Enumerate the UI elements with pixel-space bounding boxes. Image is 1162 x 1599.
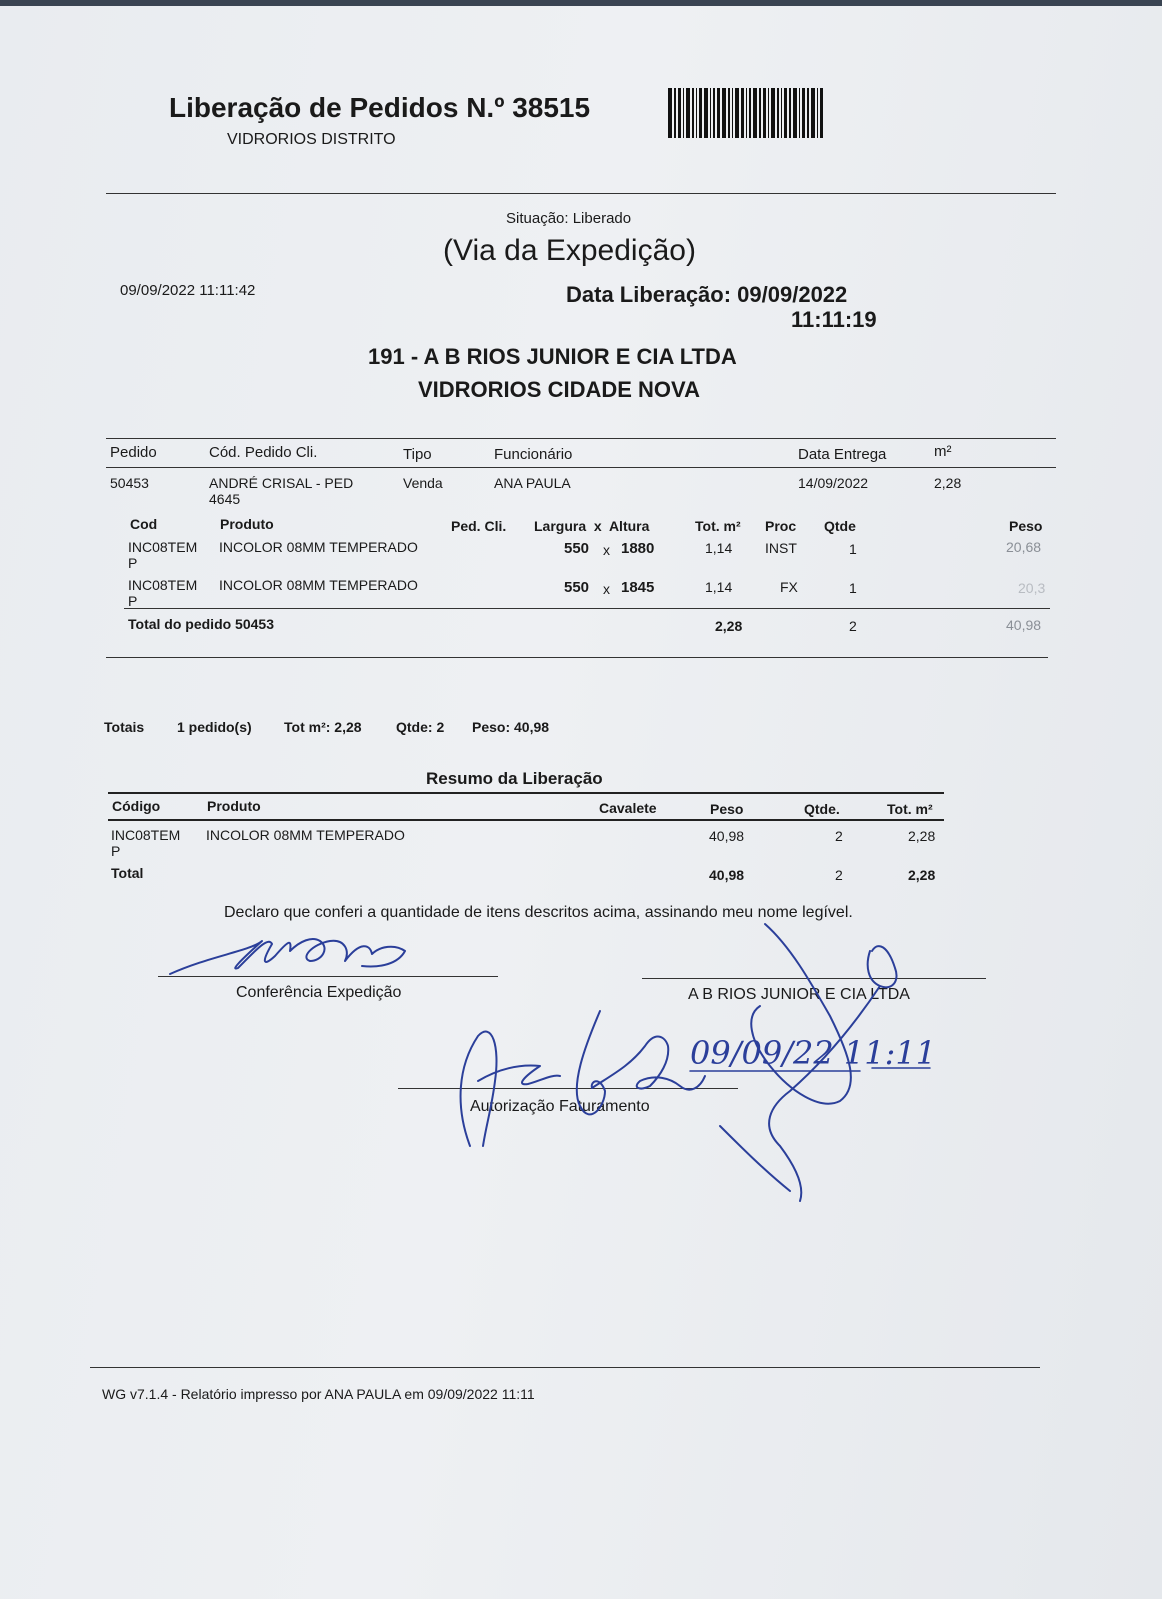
document-title: Liberação de Pedidos N.º 38515 [169, 92, 591, 123]
order-total-m2: 2,28 [715, 618, 743, 634]
item-col-peso: Peso [1009, 518, 1043, 534]
summary-col-peso: Peso [710, 801, 744, 817]
totals-weight: Peso: 40,98 [472, 719, 550, 735]
item-qty: 1 [849, 541, 857, 557]
totals-orders: 1 pedido(s) [177, 719, 252, 735]
footer-text: WG v7.1.4 - Relatório impresso por ANA PAULA em 09/09/2022 11:11 [102, 1386, 535, 1402]
item-weight: 20,68 [1006, 539, 1042, 555]
summary-total-label: Total [111, 865, 144, 881]
item-process: INST [765, 540, 797, 556]
order-total-weight: 40,98 [1006, 617, 1042, 633]
item-width: 550 [564, 540, 590, 557]
totals-label: Totais [104, 719, 145, 735]
issuer-company: VIDRORIOS DISTRITO [227, 131, 396, 148]
document-page [0, 6, 1162, 1599]
order-total-label: Total do pedido 50453 [128, 616, 274, 632]
item-code-cont: P [128, 593, 138, 609]
item-col-ped-cli: Ped. Cli. [451, 518, 507, 534]
item-col-qtde: Qtde [824, 518, 856, 534]
order-type: Venda [403, 475, 443, 491]
summary-total-m2: 2,28 [908, 867, 936, 883]
item-process: FX [780, 579, 798, 595]
divider [90, 1367, 1040, 1368]
item-code: INC08TEM [128, 539, 198, 555]
item-times: x [603, 542, 610, 558]
summary-col-tot-m2: Tot. m² [887, 801, 933, 817]
release-time: 11:11:19 [791, 307, 877, 332]
item-times: x [603, 581, 610, 597]
item-height: 1880 [621, 540, 655, 557]
copy-label: (Via da Expedição) [443, 234, 696, 267]
summary-qty: 2 [835, 828, 843, 844]
order-m2: 2,28 [934, 475, 962, 491]
summary-col-produto: Produto [207, 798, 261, 814]
item-product: INCOLOR 08MM TEMPERADO [219, 539, 418, 555]
item-col-tot-m2: Tot. m² [695, 518, 741, 534]
item-height: 1845 [621, 579, 655, 596]
signature-expedicao [170, 939, 405, 974]
order-total-qty: 2 [849, 618, 857, 634]
summary-code: INC08TEM [111, 827, 181, 843]
client-order-code-cont: 4645 [209, 491, 241, 507]
item-m2: 1,14 [705, 579, 733, 595]
item-code: INC08TEM [128, 577, 198, 593]
summary-m2: 2,28 [908, 828, 936, 844]
signature-label-faturamento: Autorização Faturamento [470, 1098, 650, 1115]
client-order-code: ANDRÉ CRISAL - PED [209, 475, 354, 491]
summary-total-weight: 40,98 [709, 867, 745, 883]
declaration-text: Declaro que conferi a quantidade de itens descritos acima, assinando meu nome legível. [224, 904, 853, 921]
printed-timestamp: 09/09/2022 11:11:42 [120, 282, 256, 299]
delivery-date: 14/09/2022 [798, 475, 869, 491]
summary-weight: 40,98 [709, 828, 745, 844]
item-width: 550 [564, 579, 590, 596]
col-pedido: Pedido [110, 444, 157, 461]
status-text: Situação: Liberado [506, 210, 632, 227]
summary-col-cavalete: Cavalete [599, 800, 657, 816]
item-qty: 1 [849, 580, 857, 596]
item-product: INCOLOR 08MM TEMPERADO [219, 577, 418, 593]
signature-ana-paula [461, 1011, 705, 1146]
totals-m2: Tot m²: 2,28 [284, 719, 362, 735]
item-code-cont: P [128, 555, 138, 571]
col-tipo: Tipo [403, 446, 432, 463]
handwritten-date: 09/09/22 11:11 [690, 1034, 937, 1072]
col-funcionario: Funcionário [494, 446, 573, 463]
employee: ANA PAULA [494, 475, 571, 491]
summary-col-qtde: Qtde. [804, 801, 840, 817]
client-branch: VIDRORIOS CIDADE NOVA [418, 377, 700, 402]
summary-title: Resumo da Liberação [426, 769, 603, 788]
totals-qty: Qtde: 2 [396, 719, 445, 735]
item-col-produto: Produto [220, 516, 274, 532]
client-name: 191 - A B RIOS JUNIOR E CIA LTDA [368, 344, 737, 369]
release-date: Data Liberação: 09/09/2022 [566, 282, 848, 307]
col-cod-pedido-cli: Cód. Pedido Cli. [209, 444, 318, 461]
item-col-proc: Proc [765, 518, 797, 534]
item-weight: 20,3 [1018, 580, 1046, 596]
item-m2: 1,14 [705, 540, 733, 556]
summary-col-codigo: Código [112, 798, 161, 814]
summary-code-cont: P [111, 843, 121, 859]
handwritten-signatures [0, 6, 1162, 1599]
col-data-entrega: Data Entrega [798, 446, 887, 463]
summary-total-qty: 2 [835, 867, 843, 883]
item-col-cod: Cod [130, 516, 158, 532]
signature-label-expedicao: Conferência Expedição [236, 984, 402, 1001]
signature-label-client: A B RIOS JUNIOR E CIA LTDA [688, 986, 910, 1003]
summary-product: INCOLOR 08MM TEMPERADO [206, 827, 405, 843]
order-number: 50453 [110, 475, 149, 491]
col-m2: m² [934, 443, 952, 460]
item-col-dimensions: Largura x Altura [534, 518, 650, 534]
